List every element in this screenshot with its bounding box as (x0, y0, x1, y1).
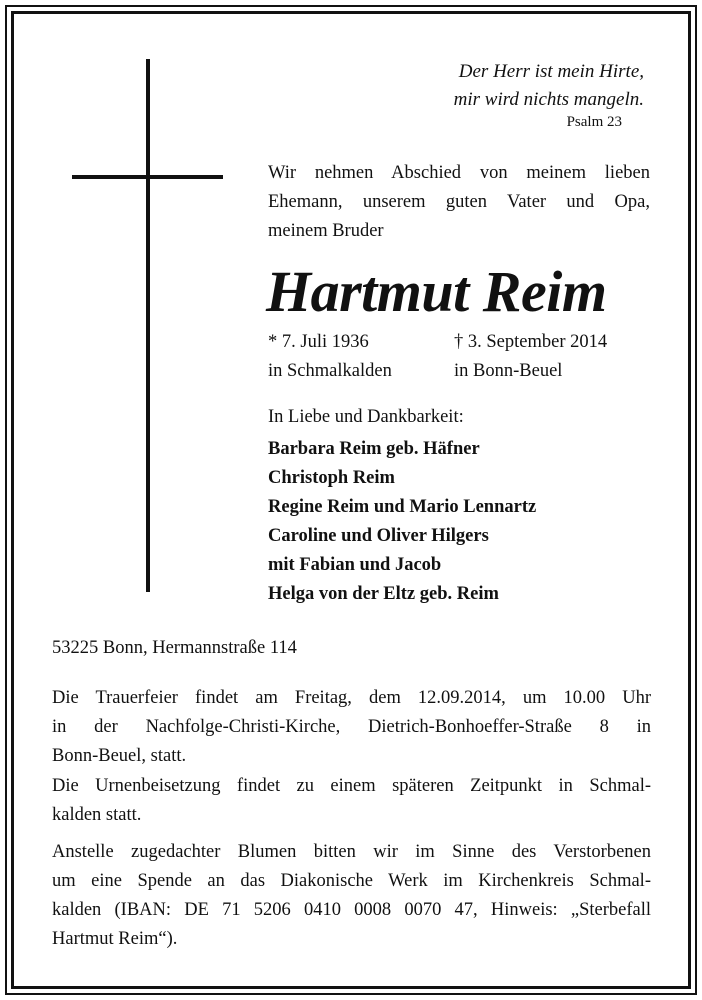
paragraph-line: in der Nachfolge-Christi-Kirche, Dietrich-Bonhoeffer-Straße 8 in (52, 717, 651, 737)
paragraph-line: kalden statt. (52, 805, 142, 825)
mourner-name: Helga von der Eltz geb. Reim (268, 584, 499, 604)
paragraph-line: Die Trauerfeier findet am Freitag, dem 12.09.2014, um 10.00 Uhr (52, 688, 651, 708)
paragraph-line: Anstelle zugedachter Blumen bitten wir im Sinne des Verstorbenen (52, 842, 651, 862)
paragraph-line: Hartmut Reim“). (52, 929, 178, 949)
intro-line: Wir nehmen Abschied von meinem lieben (268, 163, 650, 183)
paragraph-line: um eine Spende an das Diakonische Werk im Kirchenkreis Schmal- (52, 871, 651, 891)
quote-source: Psalm 23 (566, 114, 622, 130)
mourners-intro: In Liebe und Dankbarkeit: (268, 407, 464, 427)
funeral-paragraph (52, 684, 651, 771)
death-date: † 3. September 2014 (454, 332, 608, 352)
paragraph-line: Bonn-Beuel, statt. (52, 746, 187, 766)
intro-line: meinem Bruder (268, 221, 384, 241)
bible-quote (454, 58, 644, 114)
mourner-name: Christoph Reim (268, 468, 395, 488)
donation-paragraph (52, 838, 651, 954)
mourner-name: Caroline und Oliver Hilgers (268, 526, 489, 546)
mourner-name: mit Fabian und Jacob (268, 555, 442, 575)
cross-vertical-bar (146, 59, 150, 592)
paragraph-line: kalden (IBAN: DE 71 5206 0410 0008 0070 47, Hinweis: „Sterbefall (52, 900, 651, 920)
farewell-intro (268, 159, 650, 246)
quote-line: mir wird nichts mangeln. (453, 89, 644, 110)
paragraph-line: Die Urnenbeisetzung findet zu einem späteren Zeitpunkt in Schmal- (52, 776, 651, 796)
birth-info (268, 328, 392, 386)
burial-paragraph (52, 772, 651, 830)
family-address: 53225 Bonn, Hermannstraße 114 (52, 638, 297, 658)
death-info (454, 328, 607, 386)
cross-horizontal-bar (72, 175, 223, 179)
mourner-name: Barbara Reim geb. Häfner (268, 439, 480, 459)
birth-place: in Schmalkalden (268, 361, 392, 381)
intro-line: Ehemann, unserem guten Vater und Opa, (268, 192, 650, 212)
quote-line: Der Herr ist mein Hirte, (458, 61, 644, 82)
death-place: in Bonn-Beuel (454, 361, 563, 381)
mourners-list (268, 435, 536, 609)
birth-date: * 7. Juli 1936 (268, 332, 369, 352)
deceased-name: Hartmut Reim (266, 259, 607, 324)
mourner-name: Regine Reim und Mario Lennartz (268, 497, 537, 517)
